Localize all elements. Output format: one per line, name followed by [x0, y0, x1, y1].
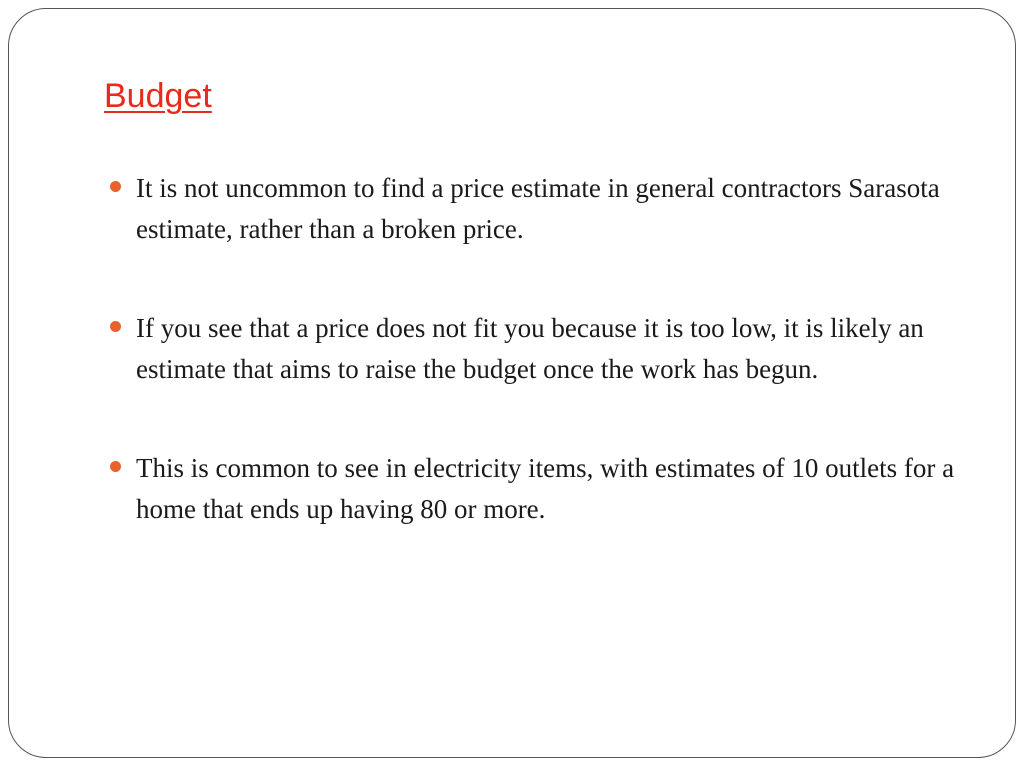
bullet-text: This is common to see in electricity items, with estimates of 10 outlets for a home that ends up having 80 or more.: [136, 453, 955, 524]
bullet-text: If you see that a price does not fit you because it is too low, it is likely an estimate that aims to raise the budget once the work has begun.: [136, 313, 924, 384]
bullet-dot-icon: [110, 181, 121, 192]
bullet-item: [108, 308, 968, 390]
bullet-list: [108, 168, 968, 588]
bullet-dot-icon: [110, 321, 121, 332]
bullet-dot-icon: [110, 461, 121, 472]
bullet-item: [108, 448, 968, 530]
bullet-text: It is not uncommon to find a price estimate in general contractors Sarasota estimate, rather than a broken price.: [136, 173, 940, 244]
bullet-item: [108, 168, 968, 250]
slide-title: Budget: [104, 77, 212, 115]
